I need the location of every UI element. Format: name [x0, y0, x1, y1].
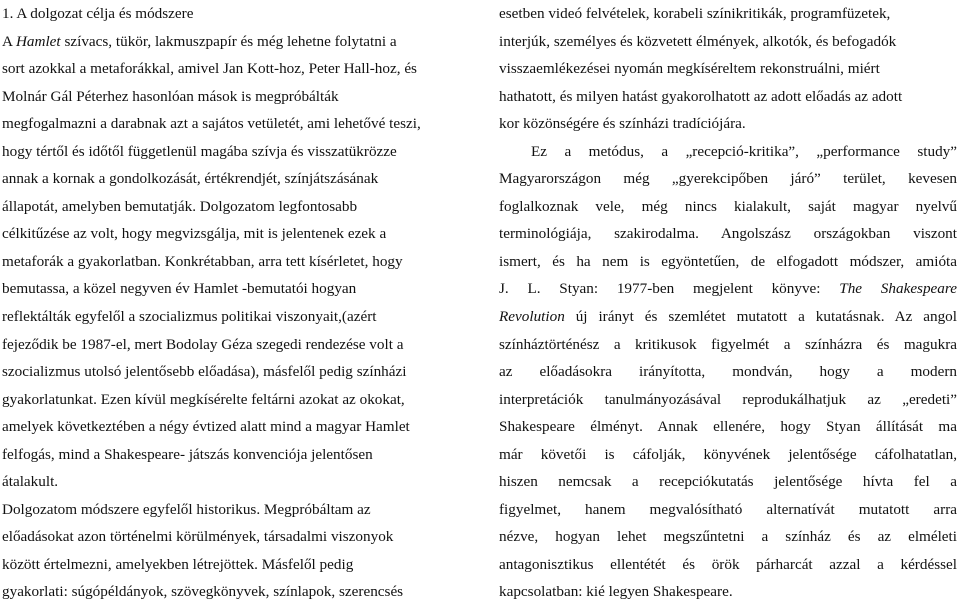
paragraph-line: visszaemlékezései nyomán megkíséreltem rekonstruálni, miért [499, 60, 880, 78]
paragraph-line: gyakorlatunkat. Ezen kívül megkísérelte feltárni azokat az okokat, [2, 390, 405, 408]
paragraph-line: Dolgozatom módszere egyfelől historikus. Megpróbáltam az [2, 500, 371, 518]
section-heading: 1. A dolgozat célja és módszere [2, 5, 194, 22]
paragraph-line: hathatott, és milyen hatást gyakorolhatott az adott előadás az adott [499, 87, 903, 105]
paragraph-line: hogy tértől és időtől függetlenül magába szívja és visszatükrözze [2, 142, 397, 160]
paragraph-line: Revolution új irányt és szemlétet mutatott a kutatásnak. Az angol [499, 308, 957, 326]
paragraph-line: célkitűzése az volt, hogy megvizsgálja, mit is jelentenek ezek a [2, 225, 387, 243]
paragraph-line: amelyek következtében a négy évtized alatt mind a magyar Hamlet [2, 418, 410, 436]
paragraph-line: esetben videó felvételek, korabeli színikritikák, programfüzetek, [499, 5, 891, 22]
paragraph-line: színháztörténész a kritikusok figyelmét a színházra és magukra [499, 335, 957, 353]
paragraph-line: nézve, hogyan lehet megszűntetni a színház és az elméleti [499, 528, 957, 546]
paragraph-line: megfogalmazni a darabnak azt a sajátos vetületét, ami lehetővé teszi, [2, 115, 421, 133]
paragraph-line: figyelmet, hanem megvalósítható alternatívát mutatott arra [499, 500, 957, 518]
paragraph-line: interjúk, személyes és közvetett élmények, alkotók, és befogadók [499, 32, 897, 50]
paragraph-line: már követői is cáfolják, könyvének jelentősége cáfolhatatlan, [499, 445, 957, 463]
paragraph-line: Ez a metódus, a „recepció-kritika”, „performance study” [531, 142, 957, 160]
paragraph-line: Shakespeare élményt. Annak ellenére, hogy Styan állítását ma [499, 418, 957, 436]
paragraph-line: Magyarországon még „gyerekcipőben járó” terület, kevesen [499, 170, 957, 188]
paragraph-line: hiszen nemcsak a recepciókutatás jelentősége hívta fel a [499, 473, 957, 491]
paragraph-line: kor közönségére és színházi tradíciójára. [499, 115, 746, 133]
paragraph-line: annak a kornak a gondolkozását, értékrendjét, színjátszásának [2, 170, 379, 188]
right-column [499, 0, 957, 606]
paragraph-line: szocializmus utolsó jelentősebb előadása), másfelől pedig színházi [2, 363, 407, 381]
paragraph-line: interpretációk tanulmányozásával reprodukálhatjuk az „eredeti” [499, 390, 957, 408]
paragraph-line: átalakult. [2, 473, 59, 491]
paragraph-line: állapotát, amelyben bemutatják. Dolgozatom legfontosabb [2, 197, 358, 215]
paragraph-line: előadásokat azon történelmi körülmények, társadalmi viszonyok [2, 528, 394, 546]
paragraph-line: között értelmezni, amelyekben létrejöttek. Másfelől pedig [2, 555, 354, 573]
paragraph-line: fejeződik be 1987-el, mert Bodolay Géza szegedi rendezése volt a [2, 335, 404, 353]
paragraph-line: az előadásokra irányította, mondván, hogy a modern [499, 363, 957, 381]
paragraph-line: terminológiája, szakirodalma. Angolszász országokban viszont [499, 225, 957, 243]
paragraph-line: foglalkoznak vele, még nincs kialakult, saját magyar nyelvű [499, 197, 957, 215]
paragraph-line: sort azokkal a metaforákkal, amivel Jan Kott-hoz, Peter Hall-hoz, és [2, 60, 417, 78]
paragraph-line: reflektálták egyfelől a szocializmus politikai viszonyait,(azért [2, 308, 377, 326]
paragraph-line: J. L. Styan: 1977-ben megjelent könyve: The Shakespeare [499, 280, 957, 298]
paragraph-line: felfogás, mind a Shakespeare- játszás konvenciója jelentősen [2, 445, 373, 463]
paragraph-line: gyakorlati: súgópéldányok, szövegkönyvek, színlapok, szerencsés [2, 583, 404, 601]
paragraph-line: kapcsolatban: kié legyen Shakespeare. [499, 583, 733, 601]
paragraph-line: A Hamlet szívacs, tükör, lakmuszpapír és még lehetne folytatni a [2, 32, 397, 50]
paragraph-line: metaforák a gyakorlatban. Konkrétabban, arra tett kísérletet, hogy [2, 252, 403, 270]
paragraph-line: bemutassa, a közel negyven év Hamlet -bemutatói hogyan [2, 280, 357, 298]
paragraph-line: antagonisztikus ellentétét és örök párharcát azzal a kérdéssel [499, 555, 957, 573]
paragraph-line: ismert, és ha nem is egyöntetűen, de elfogadott módszer, amióta [499, 252, 957, 270]
paragraph-line: Molnár Gál Péterhez hasonlóan mások is megpróbálták [2, 87, 339, 105]
left-column [2, 0, 448, 606]
